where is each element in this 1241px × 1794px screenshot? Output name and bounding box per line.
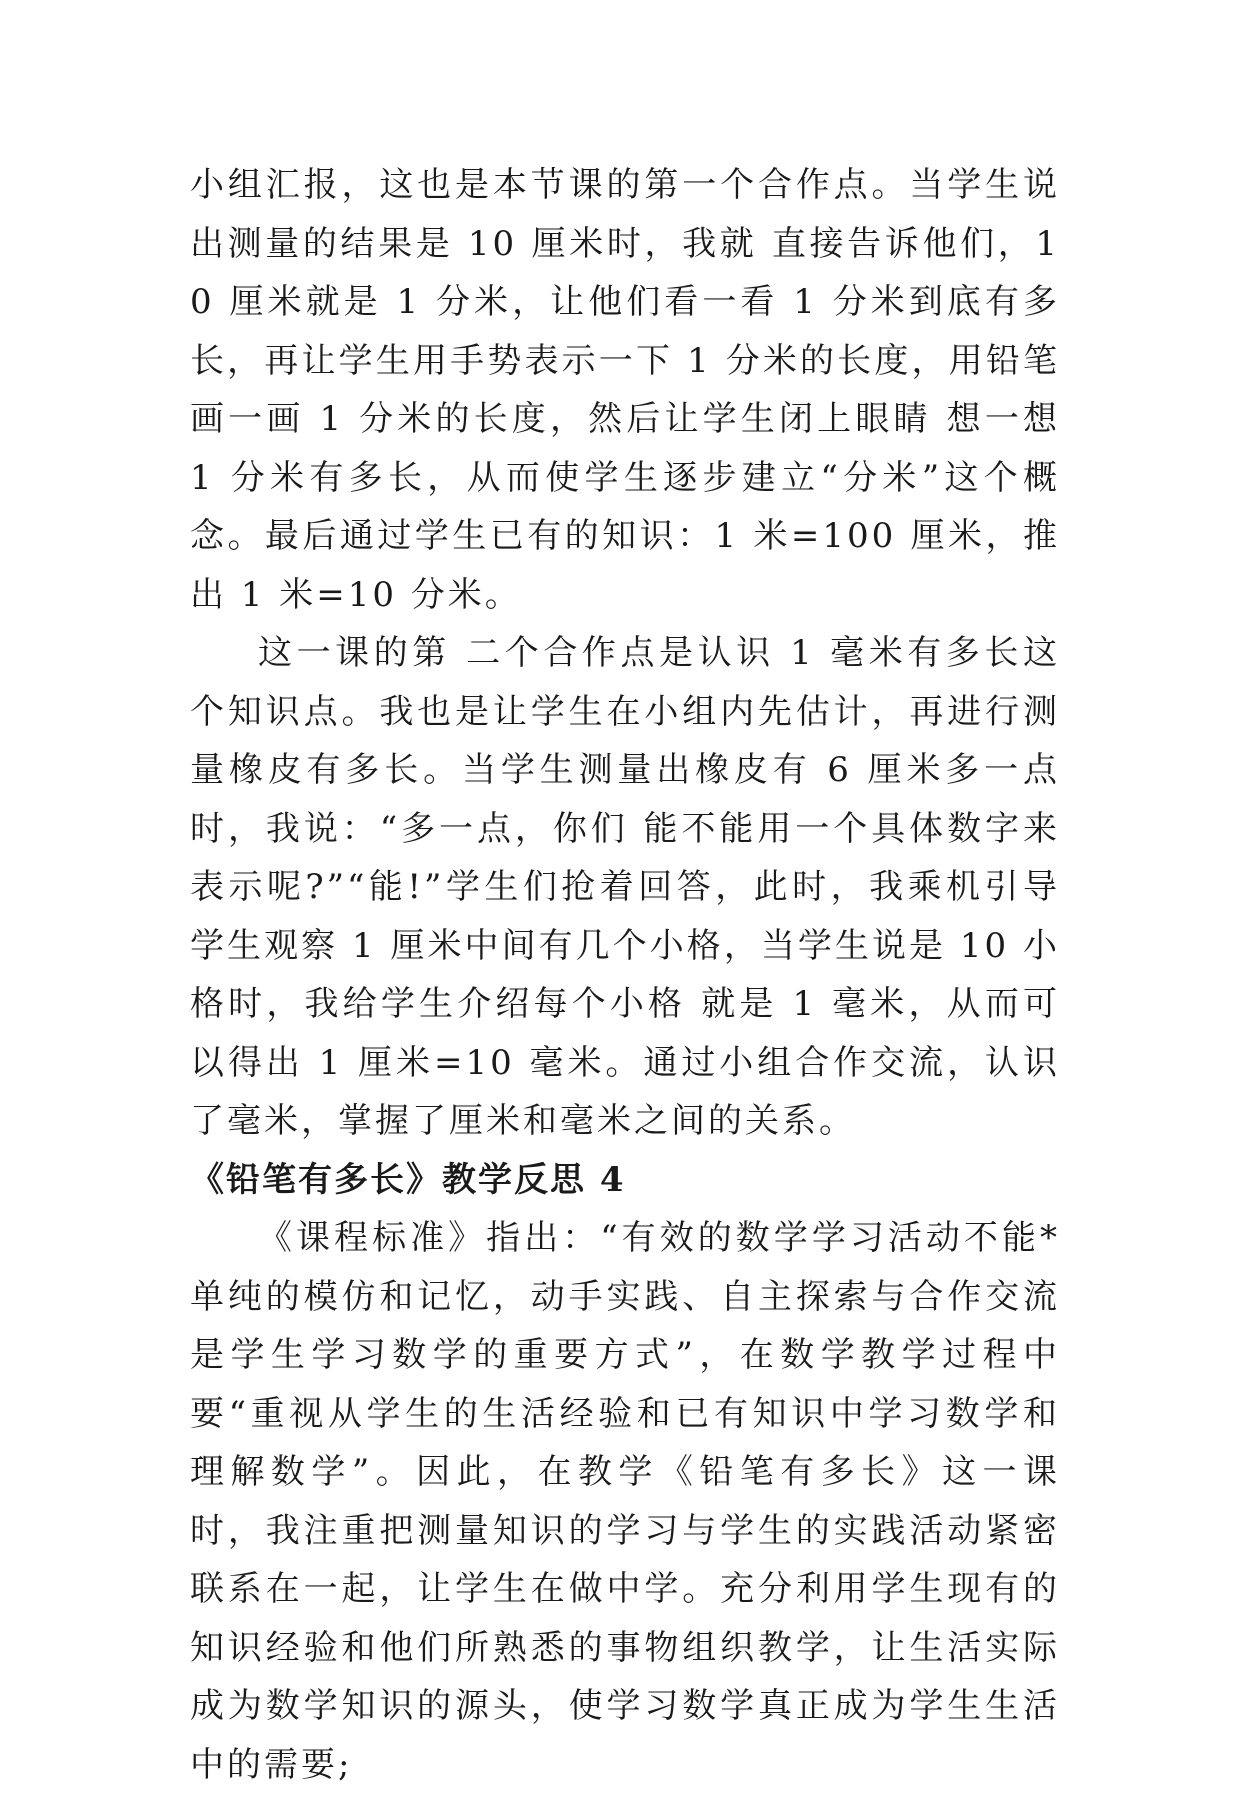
paragraph-second-cooperation-point: 这一课的第 二个合作点是认识 1 毫米有多长这个知识点。我也是让学生在小组内先估计，再进行测量橡皮有多长。当学生测量出橡皮有 6 厘米多一点时，我说：“多一点，你们 能不能用一个具体数字来表示呢?”“能!”学生们抢着回答，此时，我乘机引导学生观察 1 厘米中间有几个小格，当学生说是 10 小格时，我给学生介绍每个小格 就是 1 毫米，从而可以得出 1 厘米=10 毫米。通过小组合作交流，认识了毫米，掌握了厘米和毫米之间的关系。	[190, 633, 1060, 1141]
paragraph-group-report: 小组汇报，这也是本节课的第一个合作点。当学生说出测量的结果是 10 厘米时，我就 直接告诉他们，10 厘米就是 1 分米，让他们看一看 1 分米到底有多长，再让学生用手势表示一下 1 分米的长度，用铅笔画一画 1 分米的长度，然后让学生闭上眼睛 想一想 1 分米有多长，从而使学生逐步建立“分米”这个概念。最后通过学生已有的知识：1 米=100 厘米，推出 1 米=10 分米。	[190, 165, 1060, 615]
paragraph-curriculum-standard: 《课程标准》指出：“有效的数学学习活动不能*单纯的模仿和记忆，动手实践、自主探索与合作交流是学生学习数学的重要方式”，在数学教学过程中要“重视从学生的生活经验和已有知识中学习数学和理解数学”。因此，在教学《铅笔有多长》这一课时，我注重把测量知识的学习与学生的实践活动紧密联系在一起，让学生在做中学。充分利用学生现有的知识经验和他们所熟悉的事物组织教学，让生活实际成为数学知识的源头，使学习数学真正成为学生生活中的需要;	[190, 1218, 1060, 1785]
section-title: 《铅笔有多长》教学反思 4	[190, 1159, 626, 1200]
document-body	[190, 156, 1060, 1794]
